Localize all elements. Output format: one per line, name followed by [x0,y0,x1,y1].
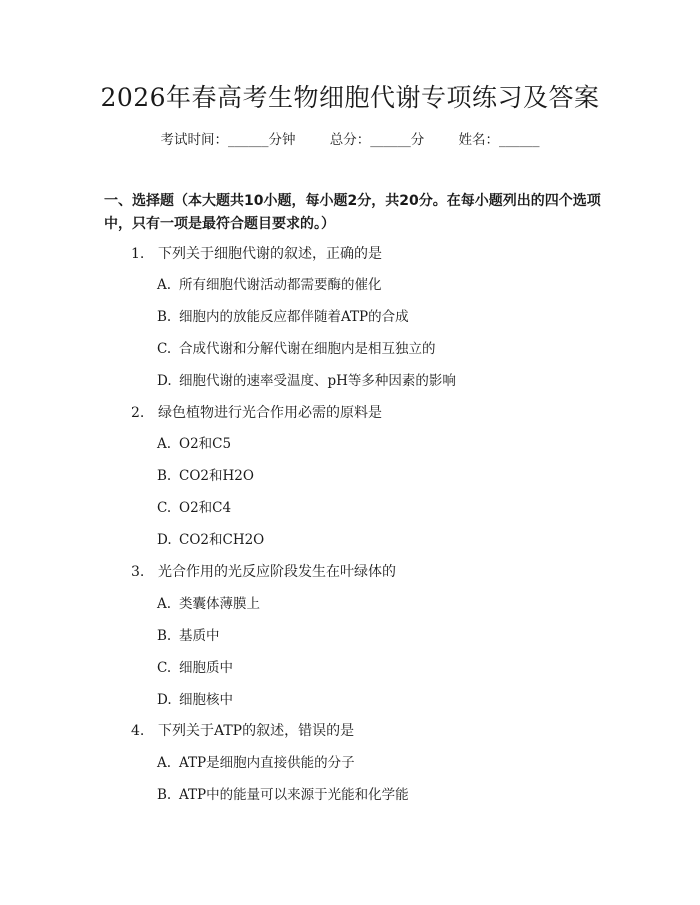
question-4-option-b [157,785,409,805]
exam-time-field: 考试时间：______分钟 [160,132,296,148]
question-text: 下列关于ATP的叙述，错误的是 [158,723,355,739]
option-letter: D. [157,532,172,548]
question-2 [131,403,382,423]
question-3-option-d [157,690,233,710]
question-text: 绿色植物进行光合作用必需的原料是 [158,405,382,421]
question-4-option-a [157,753,355,773]
option-text: 细胞内的放能反应都伴随着ATP的合成 [179,309,409,325]
option-text: 细胞核中 [179,692,233,708]
option-letter: A. [157,277,172,293]
question-3-option-c [157,658,233,678]
student-name-field: 姓名：______ [458,132,540,148]
question-text: 光合作用的光反应阶段发生在叶绿体的 [158,564,396,580]
option-letter: A. [157,755,172,771]
option-letter: D. [157,373,172,389]
option-text: 合成代谢和分解代谢在细胞内是相互独立的 [179,341,436,357]
option-text: CO2和CH2O [179,532,265,548]
question-1-option-d [157,371,456,391]
question-4 [131,721,354,741]
question-number: 4. [131,723,145,739]
option-letter: B. [157,628,172,644]
exam-meta [0,130,700,150]
question-2-option-a [157,434,231,454]
option-text: O2和C5 [179,436,232,452]
option-text: 细胞代谢的速率受温度、pH等多种因素的影响 [179,373,456,389]
option-letter: B. [157,309,172,325]
option-text: O2和C4 [179,500,232,516]
total-score-field: 总分：______分 [329,132,425,148]
option-letter: C. [157,500,172,516]
question-2-option-c [157,498,231,518]
question-text: 下列关于细胞代谢的叙述，正确的是 [158,246,382,262]
option-text: CO2和H2O [179,468,254,484]
question-3-option-b [157,626,220,646]
option-text: 基质中 [179,628,220,644]
option-letter: B. [157,787,172,803]
option-letter: D. [157,692,172,708]
option-letter: A. [157,436,172,452]
question-number: 1. [131,246,145,262]
option-text: ATP是细胞内直接供能的分子 [179,755,355,771]
option-text: 所有细胞代谢活动都需要酶的催化 [179,277,382,293]
question-3-option-a [157,594,260,614]
question-1-option-c [157,339,436,359]
question-1 [131,244,382,264]
option-letter: C. [157,660,172,676]
section-header-choice: 一、选择题（本大题共10小题，每小题2分，共20分。在每小题列出的四个选项中，只有一项是最符合题目要求的。） [104,193,601,232]
document-title: 2026年春高考生物细胞代谢专项练习及答案 [100,83,600,112]
option-text: 细胞质中 [179,660,233,676]
question-2-option-b [157,466,254,486]
option-text: ATP中的能量可以来源于光能和化学能 [179,787,409,803]
question-3 [131,562,396,582]
question-1-option-b [157,307,409,327]
question-1-option-a [157,275,382,295]
option-letter: C. [157,341,172,357]
question-2-option-d [157,530,264,550]
option-letter: B. [157,468,172,484]
question-number: 3. [131,564,145,580]
option-letter: A. [157,596,172,612]
question-number: 2. [131,405,145,421]
option-text: 类囊体薄膜上 [179,596,260,612]
